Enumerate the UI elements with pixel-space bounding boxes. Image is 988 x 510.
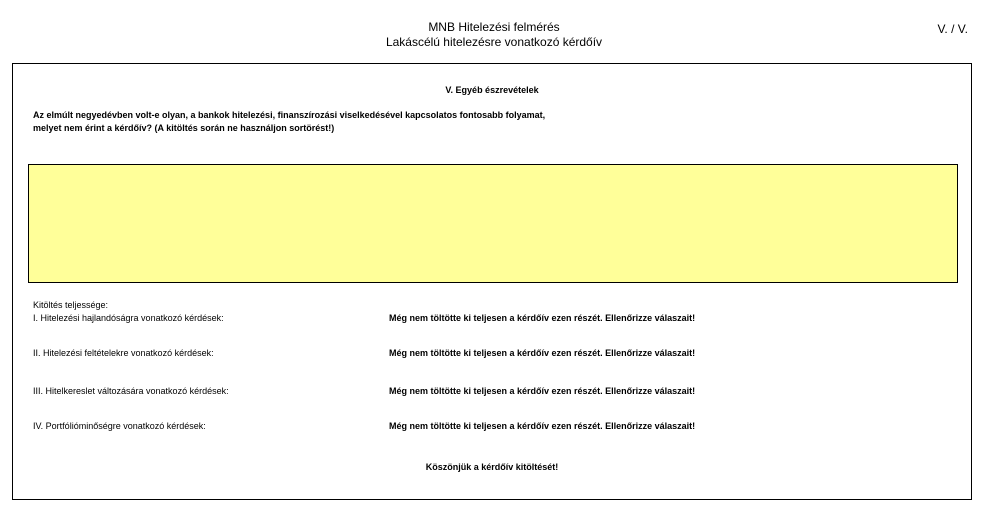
question-text	[33, 109, 793, 135]
form-panel	[12, 63, 972, 500]
status-message: Még nem töltötte ki teljesen a kérdőív ezen részét. Ellenőrizze válaszait!	[389, 348, 696, 358]
page-indicator: V. / V.	[937, 22, 968, 36]
status-row-label: II. Hitelezési feltételekre vonatkozó kérdések:	[33, 348, 214, 358]
status-row-label: I. Hitelezési hajlandóságra vonatkozó kérdések:	[33, 313, 224, 323]
completeness-heading: Kitöltés teljessége:	[33, 300, 109, 310]
status-message: Még nem töltötte ki teljesen a kérdőív ezen részét. Ellenőrizze válaszait!	[389, 386, 696, 396]
question-line-1: Az elmúlt negyedévben volt-e olyan, a bankok hitelezési, finanszírozási viselkedésével kapcsolatos fontosabb folyamat,	[33, 110, 546, 120]
status-message: Még nem töltötte ki teljesen a kérdőív ezen részét. Ellenőrizze válaszait!	[389, 421, 696, 431]
question-line-2: melyet nem érint a kérdőív? (A kitöltés során ne használjon sortörést!)	[33, 123, 335, 133]
status-message: Még nem töltötte ki teljesen a kérdőív ezen részét. Ellenőrizze válaszait!	[389, 313, 696, 323]
status-row-label: III. Hitelkereslet változására vonatkozó kérdések:	[33, 386, 229, 396]
survey-title: MNB Hitelezési felmérés	[428, 20, 560, 34]
survey-subtitle: Lakáscélú hitelezésre vonatkozó kérdőív	[385, 35, 603, 49]
section-title: V. Egyéb észrevételek	[445, 85, 539, 95]
thank-you-message: Köszönjük a kérdőív kitöltését!	[425, 462, 559, 472]
status-row-label: IV. Portfólióminőségre vonatkozó kérdések:	[33, 421, 206, 431]
comments-input[interactable]	[28, 164, 958, 283]
